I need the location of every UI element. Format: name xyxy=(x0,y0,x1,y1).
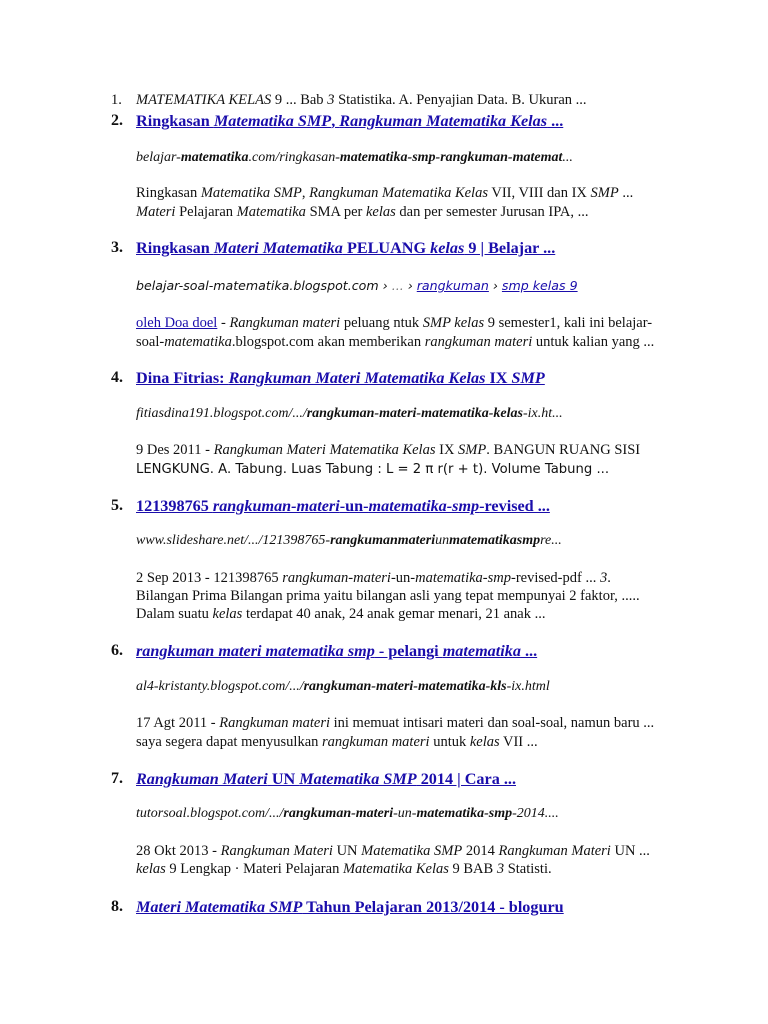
text-run: 9 | Belajar ... xyxy=(464,239,556,257)
result-snippet-line xyxy=(136,441,640,459)
item-number: 5. xyxy=(111,497,123,514)
result-title-link[interactable] xyxy=(136,770,516,789)
text-run: rangkuman-materi xyxy=(282,570,391,586)
text-run: belajar- xyxy=(136,150,181,165)
text-run: Matematika SMP xyxy=(299,770,417,788)
text-run: belajar-soal-matematika.blogspot.com › xyxy=(136,278,392,293)
text-run: 9 Lengkap · Materi Pelajaran xyxy=(165,861,343,877)
text-run: rangkuman-materi-matematika-kls xyxy=(303,679,507,694)
text-run: matematika-smp xyxy=(416,806,513,821)
text-run: rangkuman materi xyxy=(322,734,430,750)
result-url xyxy=(136,278,578,293)
text-run: MATEMATIKA KELAS xyxy=(136,92,272,108)
text-run: - pelangi xyxy=(374,642,443,660)
text-run: 9 Des 2011 - xyxy=(136,442,214,458)
text-run: Matematika SMP xyxy=(213,112,332,130)
text-run: rangkuman materi xyxy=(424,334,533,350)
text-run: Ringkasan xyxy=(136,112,214,130)
result-title-link[interactable] xyxy=(136,239,555,258)
text-run: Rangkuman Matematika Kelas xyxy=(309,185,488,201)
result-title-link[interactable] xyxy=(136,898,564,917)
result-url xyxy=(136,406,563,422)
text-run: re... xyxy=(540,533,562,548)
text-run: Rangkuman Matematika Kelas xyxy=(339,112,548,130)
text-run: Matematika xyxy=(236,204,306,220)
text-run: Tahun Pelajaran 2013/2014 - bloguru xyxy=(302,898,564,916)
text-run: SMP xyxy=(458,442,487,458)
text-run: untuk xyxy=(429,734,470,750)
text-run: 28 Okt 2013 - xyxy=(136,843,221,859)
text-run: rangkuman materi matematika smp xyxy=(136,642,375,660)
text-run: un xyxy=(435,533,450,548)
result-title-link[interactable] xyxy=(136,112,563,131)
text-run: SMP xyxy=(590,185,619,201)
text-run: 9 semester1, kali ini belajar- xyxy=(484,315,653,331)
text-run: matematika xyxy=(442,642,521,660)
item-1-text xyxy=(136,92,587,109)
result-title-link[interactable] xyxy=(136,497,550,516)
text-run: soal- xyxy=(136,334,165,350)
text-run: -un- xyxy=(339,497,369,515)
text-run: Rangkuman Materi xyxy=(498,843,611,859)
text-run: -un- xyxy=(390,570,416,586)
text-run: Rangkuman materi xyxy=(229,315,341,331)
text-run: tutorsoal.blogspot.com/.../ xyxy=(136,806,284,821)
text-run: › xyxy=(403,278,417,293)
text-run: ... xyxy=(520,642,538,660)
item-number: 4. xyxy=(111,369,123,386)
text-run: Rangkuman Materi xyxy=(136,770,268,788)
text-run: Ringkasan xyxy=(136,239,214,257)
inline-link[interactable]: smp kelas 9 xyxy=(501,278,578,293)
text-run: .com/ringkasan- xyxy=(248,150,340,165)
text-run: -revised ... xyxy=(479,497,550,515)
text-run: Materi Matematika SMP xyxy=(136,898,303,916)
result-snippet-line xyxy=(136,587,640,605)
text-run: LENGKUNG. A. Tabung. Luas Tabung : L = 2 π r(r + t). Volume Tabung ... xyxy=(136,462,610,477)
text-run: SMA per xyxy=(305,204,366,220)
text-run: Dalam suatu xyxy=(136,606,213,622)
text-run: -2014.... xyxy=(512,806,559,821)
text-run: Bilangan Prima Bilangan prima yaitu bilangan asli yang tepat mempunyai 2 faktor, ..... xyxy=(136,588,640,604)
text-run: matematika-smp xyxy=(415,570,511,586)
text-run: matematikasmp xyxy=(449,533,541,548)
text-run: Materi Matematika xyxy=(213,239,343,257)
text-run: ... xyxy=(391,278,404,293)
result-url xyxy=(136,806,559,822)
text-run: rangkuman-materi-matematika-kelas xyxy=(306,406,523,421)
text-run: › xyxy=(488,278,502,293)
text-run: , xyxy=(331,112,340,130)
text-run: 3 xyxy=(496,861,505,877)
text-run: ... xyxy=(618,185,634,201)
result-snippet-line xyxy=(136,605,545,623)
text-run: SMP kelas xyxy=(422,315,485,331)
text-run: Matematika SMP xyxy=(200,185,302,201)
text-run: . xyxy=(607,570,611,586)
result-snippet-line xyxy=(136,184,633,202)
result-snippet-line xyxy=(136,460,609,479)
text-run: matematika-smp-rangkuman-matemat xyxy=(339,150,563,165)
text-run: 121398765 xyxy=(136,497,213,515)
text-run: dan per semester Jurusan IPA, ... xyxy=(395,204,589,220)
text-run: rangkumanmateri xyxy=(330,533,436,548)
text-run: Rangkuman Materi Matematika Kelas xyxy=(213,442,436,458)
text-run: ... xyxy=(562,150,573,165)
result-snippet-line xyxy=(136,860,552,878)
inline-link[interactable]: oleh Doa doel xyxy=(136,315,218,331)
text-run: saya segera dapat menyusulkan xyxy=(136,734,323,750)
text-run: Pelajaran xyxy=(175,204,237,220)
text-run: PELUANG xyxy=(342,239,431,257)
text-run: Matematika Kelas xyxy=(342,861,449,877)
text-run: kelas xyxy=(212,606,243,622)
result-snippet-line xyxy=(136,314,652,332)
text-run: terdapat 40 anak, 24 anak gemar menari, 21 anak ... xyxy=(242,606,546,622)
text-run: ... xyxy=(547,112,564,130)
text-run: 9 ... Bab xyxy=(271,92,328,108)
text-run: kelas xyxy=(136,861,166,877)
result-url xyxy=(136,533,562,549)
text-run: untuk kalian yang ... xyxy=(532,334,655,350)
text-run: fitiasdina191.blogspot.com/.../ xyxy=(136,406,307,421)
text-run: -revised-pdf ... xyxy=(510,570,600,586)
text-run: Rangkuman Materi xyxy=(220,843,333,859)
item-number: 3. xyxy=(111,239,123,256)
text-run: matematika xyxy=(164,334,232,350)
result-url xyxy=(136,150,573,166)
item-number: 6. xyxy=(111,642,123,659)
text-run: VII, VIII dan IX xyxy=(487,185,591,201)
result-snippet-line xyxy=(136,569,611,587)
text-run: . BANGUN RUANG SISI xyxy=(486,442,641,458)
text-run: IX xyxy=(485,369,512,387)
text-run: www.slideshare.net/.../121398765- xyxy=(136,533,331,548)
text-run: al4-kristanty.blogspot.com/.../ xyxy=(136,679,304,694)
result-snippet-line xyxy=(136,714,654,732)
text-run: , xyxy=(301,185,310,201)
text-run: 17 Agt 2011 - xyxy=(136,715,220,731)
text-run: SMP xyxy=(511,369,545,387)
result-title-link[interactable] xyxy=(136,369,545,388)
text-run: 2 Sep 2013 - 121398765 xyxy=(136,570,283,586)
text-run: Ringkasan xyxy=(136,185,201,201)
text-run: -un- xyxy=(393,806,417,821)
text-run: UN xyxy=(332,843,362,859)
result-snippet-line xyxy=(136,733,538,751)
text-run: 3 xyxy=(599,570,608,586)
text-run: kelas xyxy=(365,204,396,220)
text-run: -ix.ht... xyxy=(522,406,563,421)
text-run: rangkuman-materi xyxy=(283,806,394,821)
text-run: Matematika SMP xyxy=(361,843,463,859)
text-run: Statistika. A. Penyajian Data. B. Ukuran ... xyxy=(334,92,587,108)
text-run: Statisti. xyxy=(504,861,552,877)
result-snippet-line xyxy=(136,333,654,351)
text-run: IX xyxy=(435,442,459,458)
text-run: 2014 | Cara ... xyxy=(416,770,516,788)
text-run: UN ... xyxy=(610,843,650,859)
text-run: 2014 xyxy=(462,843,499,859)
inline-link[interactable]: rangkuman xyxy=(416,278,489,293)
text-run: kelas xyxy=(430,239,465,257)
result-snippet-line xyxy=(136,203,589,221)
text-run: -ix.html xyxy=(506,679,550,694)
text-run: - xyxy=(217,315,230,331)
item-number: 1. xyxy=(111,92,122,108)
item-number: 7. xyxy=(111,770,123,787)
item-number: 8. xyxy=(111,898,123,915)
text-run: .blogspot.com akan memberikan xyxy=(231,334,425,350)
text-run: UN xyxy=(267,770,300,788)
item-number: 2. xyxy=(111,112,123,129)
text-run: matematika xyxy=(180,150,249,165)
result-snippet-line xyxy=(136,842,650,860)
text-run: matematika-smp xyxy=(368,497,480,515)
text-run: VII ... xyxy=(499,734,538,750)
result-url xyxy=(136,679,550,695)
text-run: ini memuat intisari materi dan soal-soal, namun baru ... xyxy=(330,715,655,731)
text-run: Dina Fitrias: xyxy=(136,369,229,387)
text-run: 3 xyxy=(327,92,335,108)
text-run: Rangkuman materi xyxy=(219,715,330,731)
text-run: kelas xyxy=(469,734,500,750)
text-run: rangkuman-materi xyxy=(212,497,340,515)
result-title-link[interactable] xyxy=(136,642,537,661)
text-run: 9 BAB xyxy=(448,861,497,877)
text-run: peluang ntuk xyxy=(340,315,423,331)
text-run: Materi xyxy=(136,204,176,220)
text-run: Rangkuman Materi Matematika Kelas xyxy=(228,369,486,387)
